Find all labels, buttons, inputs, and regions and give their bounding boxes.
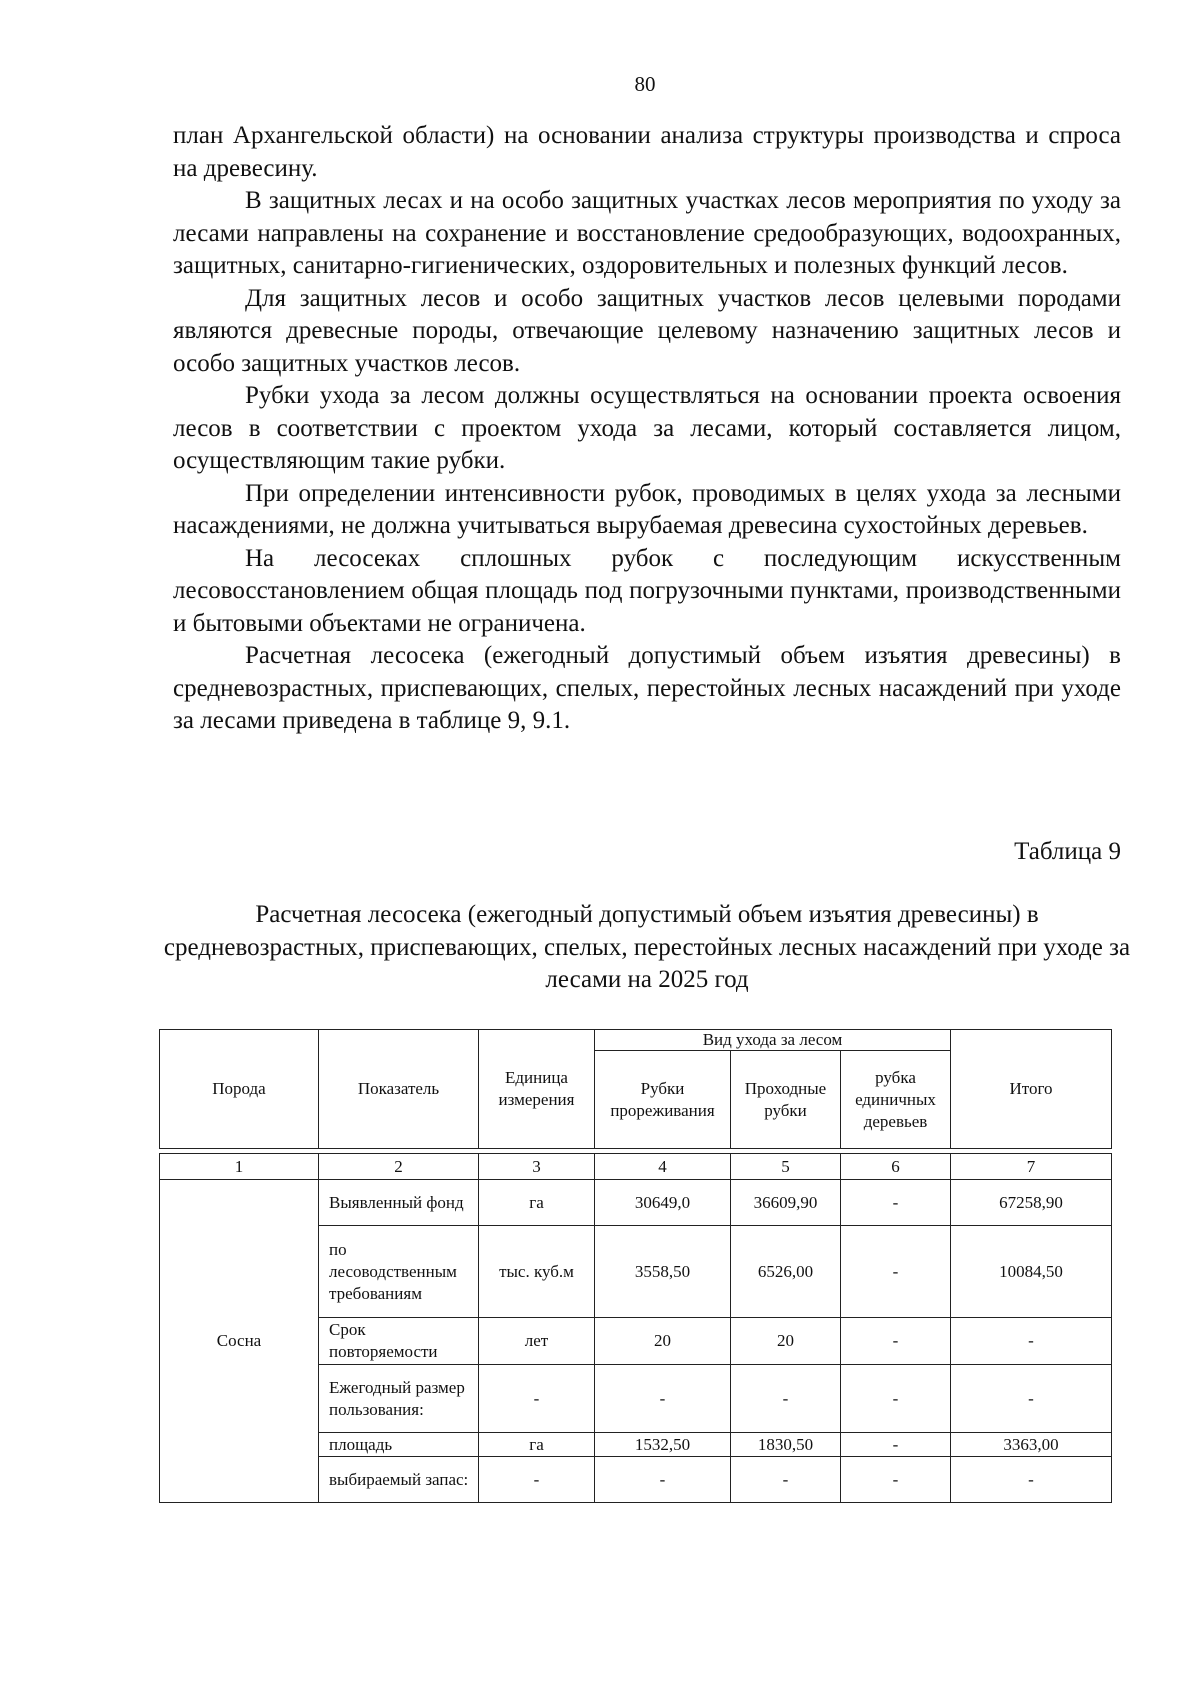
paragraph: Рубки ухода за лесом должны осуществляться на основании проекта освоения лесов в соответствии с проектом ухода за лесами, который составляется лицом, осуществляющим такие рубки.: [173, 382, 1121, 474]
logging-volume-table: [159, 1029, 1112, 1503]
unit-cell: лет: [479, 1318, 595, 1365]
value-cell: -: [841, 1180, 951, 1226]
header-pokazatel: Показатель: [319, 1030, 479, 1149]
value-cell: 20: [731, 1318, 841, 1365]
value-cell: -: [841, 1457, 951, 1503]
paragraph: план Архангельской области) на основании анализа структуры производства и спроса на древесину.: [173, 122, 1121, 182]
indicator-cell: по лесоводственным требованиям: [319, 1226, 479, 1318]
paragraph: В защитных лесах и на особо защитных участках лесов мероприятия по уходу за лесами направлены на сохранение и восстановление средообразующих, водоохранных, защитных, санитарно-гигиенических, оздоровительных и полезных функций лесов.: [173, 187, 1121, 279]
unit-cell: га: [479, 1180, 595, 1226]
species-cell: Сосна: [160, 1180, 319, 1503]
value-cell: 30649,0: [595, 1180, 731, 1226]
value-cell: 1532,50: [595, 1433, 731, 1457]
body-text: [173, 120, 1121, 738]
value-cell: -: [731, 1365, 841, 1433]
value-cell: -: [951, 1365, 1112, 1433]
column-number: 3: [479, 1154, 595, 1180]
value-cell: -: [595, 1457, 731, 1503]
value-cell: -: [841, 1433, 951, 1457]
header-unit: Единица измерения: [479, 1030, 595, 1149]
value-cell: -: [841, 1365, 951, 1433]
value-cell: 3558,50: [595, 1226, 731, 1318]
indicator-cell: Срок повторяемости: [319, 1318, 479, 1365]
indicator-cell: Выявленный фонд: [319, 1180, 479, 1226]
paragraph: При определении интенсивности рубок, проводимых в целях ухода за лесными насаждениями, не должна учитываться вырубаемая древесина сухостойных деревьев.: [173, 479, 1121, 539]
paragraph: На лесосеках сплошных рубок с последующим искусственным лесовосстановлением общая площадь под погрузочными пунктами, производственными и бытовыми объектами не ограничена.: [173, 544, 1121, 637]
column-number: 6: [841, 1154, 951, 1180]
value-cell: 10084,50: [951, 1226, 1112, 1318]
value-cell: 1830,50: [731, 1433, 841, 1457]
column-number: 7: [951, 1154, 1112, 1180]
table-row: [160, 1180, 1112, 1226]
header-prorezhivanie: Рубки прореживания: [595, 1051, 731, 1149]
value-cell: 3363,00: [951, 1433, 1112, 1457]
paragraph: Расчетная лесосека (ежегодный допустимый объем изъятия древесины) в средневозрастных, приспевающих, спелых, перестойных лесных насаждений при уходе за лесами приведена в таблице 9, 9.1.: [173, 642, 1121, 734]
unit-cell: тыс. куб.м: [479, 1226, 595, 1318]
value-cell: 6526,00: [731, 1226, 841, 1318]
column-number: 4: [595, 1154, 731, 1180]
value-cell: -: [841, 1226, 951, 1318]
unit-cell: -: [479, 1457, 595, 1503]
paragraph: Для защитных лесов и особо защитных участков лесов целевыми породами являются древесные породы, отвечающие целевому назначению защитных лесов и особо защитных участков лесов.: [173, 284, 1121, 377]
value-cell: -: [731, 1457, 841, 1503]
table-label: Таблица 9: [1014, 838, 1121, 865]
page-number: 80: [634, 72, 656, 96]
header-poroda: Порода: [160, 1030, 319, 1149]
value-cell: -: [951, 1457, 1112, 1503]
value-cell: -: [841, 1318, 951, 1365]
header-itogo: Итого: [951, 1030, 1112, 1149]
header-vid-ukhoda: Вид ухода за лесом: [595, 1030, 951, 1051]
unit-cell: га: [479, 1433, 595, 1457]
column-number-row: [160, 1154, 1112, 1180]
table-caption: Расчетная лесосека (ежегодный допустимый объем изъятия древесины) в средневозрастных, приспевающих, спелых, перестойных лесных насаждений при уходе за лесами на 2025 год: [163, 901, 1131, 993]
header-edinichnye: рубка единичных деревьев: [841, 1051, 951, 1149]
indicator-cell: площадь: [319, 1433, 479, 1457]
column-number: 5: [731, 1154, 841, 1180]
unit-cell: -: [479, 1365, 595, 1433]
indicator-cell: Ежегодный размер пользования:: [319, 1365, 479, 1433]
header-prokhodnye: Проходные рубки: [731, 1051, 841, 1149]
column-number: 1: [160, 1154, 319, 1180]
value-cell: 67258,90: [951, 1180, 1112, 1226]
value-cell: 36609,90: [731, 1180, 841, 1226]
column-number: 2: [319, 1154, 479, 1180]
value-cell: 20: [595, 1318, 731, 1365]
value-cell: -: [951, 1318, 1112, 1365]
indicator-cell: выбираемый запас:: [319, 1457, 479, 1503]
value-cell: -: [595, 1365, 731, 1433]
